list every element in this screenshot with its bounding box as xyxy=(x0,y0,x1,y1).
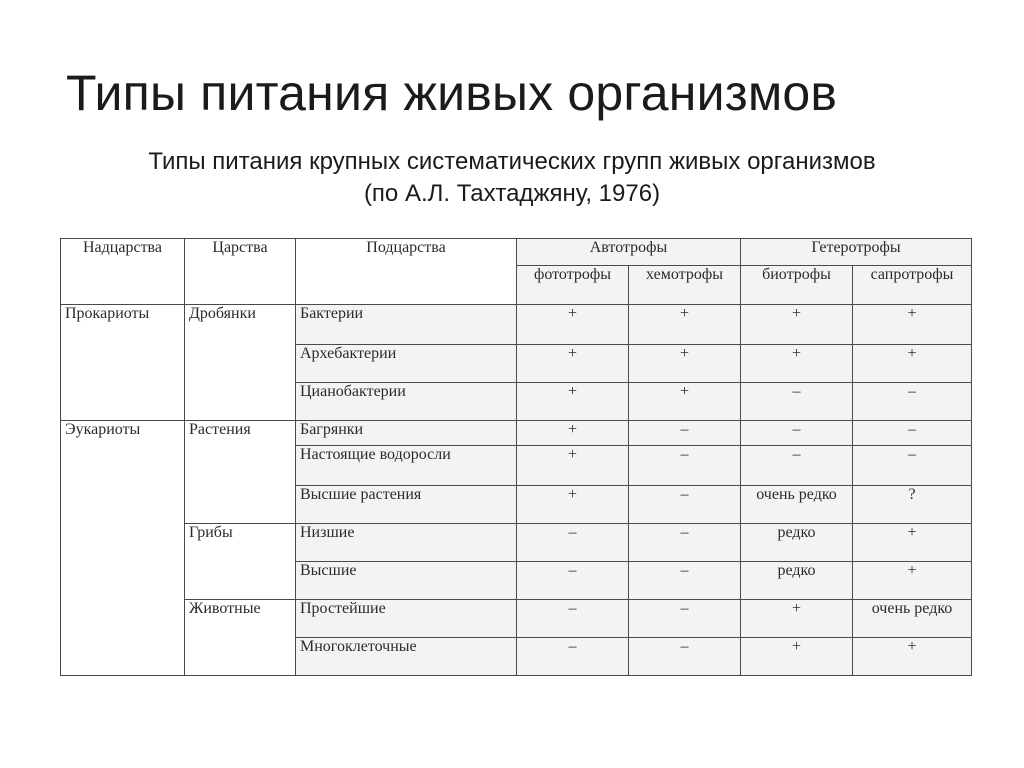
value-cell: + xyxy=(741,600,853,638)
subtitle xyxy=(40,146,984,210)
header-kingdom: Царства xyxy=(185,239,296,305)
nutrition-table xyxy=(60,238,972,676)
header-superkingdom: Надцарства xyxy=(61,239,185,305)
value-cell: ? xyxy=(853,486,972,524)
header-autotrophs: Автотрофы xyxy=(517,239,741,266)
value-cell: – xyxy=(517,638,629,676)
value-cell: очень редко xyxy=(853,600,972,638)
subkingdom-cell: Низшие xyxy=(296,524,517,562)
value-cell: + xyxy=(741,305,853,345)
value-cell: + xyxy=(629,383,741,421)
value-cell: – xyxy=(629,446,741,486)
subtitle-line-2: (по А.Л. Тахтаджяну, 1976) xyxy=(363,180,661,207)
value-cell: + xyxy=(517,486,629,524)
value-cell: – xyxy=(741,421,853,446)
group-drobyanki: Дробянки xyxy=(185,305,296,421)
table-row xyxy=(61,600,972,638)
header-biotrophs: биотрофы xyxy=(741,266,853,305)
value-cell: – xyxy=(629,421,741,446)
value-cell: – xyxy=(629,562,741,600)
header-chemotrophs: хемотрофы xyxy=(629,266,741,305)
value-cell: – xyxy=(741,383,853,421)
value-cell: редко xyxy=(741,524,853,562)
value-cell: – xyxy=(629,486,741,524)
value-cell: + xyxy=(517,383,629,421)
value-cell: + xyxy=(517,446,629,486)
subkingdom-cell: Багрянки xyxy=(296,421,517,446)
value-cell: редко xyxy=(741,562,853,600)
table-row xyxy=(61,524,972,562)
value-cell: – xyxy=(629,638,741,676)
value-cell: + xyxy=(853,562,972,600)
value-cell: – xyxy=(853,446,972,486)
value-cell: + xyxy=(853,638,972,676)
value-cell: + xyxy=(517,421,629,446)
value-cell: + xyxy=(853,305,972,345)
value-cell: – xyxy=(853,421,972,446)
group-prokaryotes: Прокариоты xyxy=(61,305,185,421)
subkingdom-cell: Цианобактерии xyxy=(296,383,517,421)
table-row xyxy=(61,305,972,345)
table-header-row xyxy=(61,239,972,266)
value-cell: – xyxy=(629,600,741,638)
value-cell: – xyxy=(517,524,629,562)
header-phototrophs: фототрофы xyxy=(517,266,629,305)
group-fungi: Грибы xyxy=(185,524,296,600)
value-cell: – xyxy=(741,446,853,486)
value-cell: – xyxy=(517,562,629,600)
value-cell: очень редко xyxy=(741,486,853,524)
slide-title: Типы питания живых организмов xyxy=(66,65,838,121)
subtitle-line-1: Типы питания крупных систематических групп живых организмов xyxy=(148,148,876,175)
subkingdom-cell: Высшие xyxy=(296,562,517,600)
value-cell: + xyxy=(853,345,972,383)
value-cell: + xyxy=(853,524,972,562)
value-cell: + xyxy=(741,638,853,676)
subkingdom-cell: Высшие растения xyxy=(296,486,517,524)
group-animals: Животные xyxy=(185,600,296,676)
header-saprotrophs: сапротрофы xyxy=(853,266,972,305)
group-plants: Растения xyxy=(185,421,296,524)
value-cell: + xyxy=(517,305,629,345)
value-cell: – xyxy=(853,383,972,421)
subkingdom-cell: Настоящие водоросли xyxy=(296,446,517,486)
value-cell: + xyxy=(517,345,629,383)
subkingdom-cell: Бактерии xyxy=(296,305,517,345)
subkingdom-cell: Архебактерии xyxy=(296,345,517,383)
value-cell: – xyxy=(629,524,741,562)
header-heterotrophs: Гетеротрофы xyxy=(741,239,972,266)
value-cell: + xyxy=(741,345,853,383)
subkingdom-cell: Многоклеточные xyxy=(296,638,517,676)
value-cell: – xyxy=(517,600,629,638)
table-row xyxy=(61,421,972,446)
header-subkingdom: Подцарства xyxy=(296,239,517,305)
subkingdom-cell: Простейшие xyxy=(296,600,517,638)
value-cell: + xyxy=(629,345,741,383)
group-eukaryotes: Эукариоты xyxy=(61,421,185,676)
value-cell: + xyxy=(629,305,741,345)
